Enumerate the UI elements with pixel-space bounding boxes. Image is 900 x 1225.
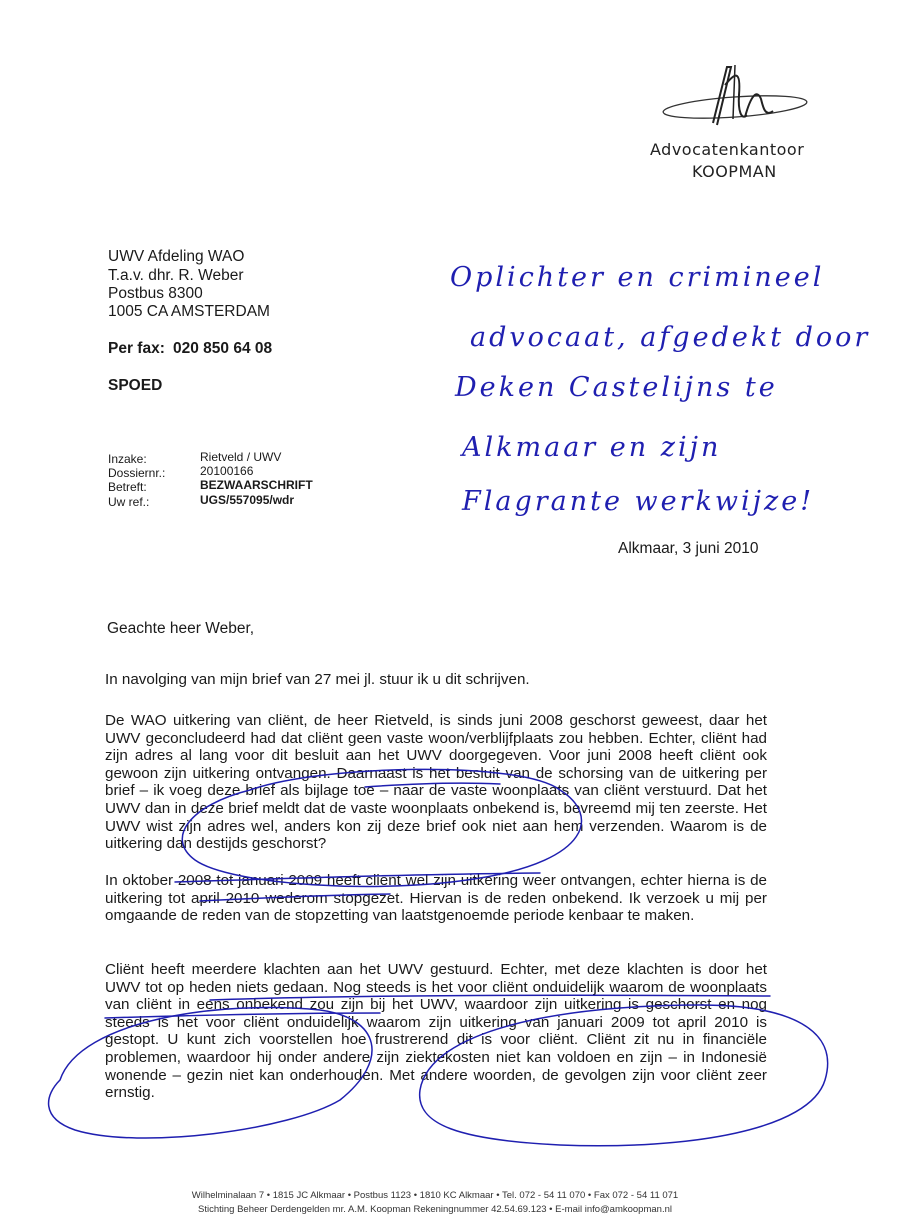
recipient-line-3: Postbus 8300 (108, 285, 203, 302)
firm-logo-icon (655, 55, 815, 150)
handwritten-note-line-4: Alkmaar en zijn (462, 432, 722, 463)
ref-label-dossier: Dossiernr.: (108, 466, 166, 480)
salutation: Geachte heer Weber, (107, 620, 255, 637)
recipient-line-2: T.a.v. dhr. R. Weber (108, 267, 244, 284)
ref-value-regarding: BEZWAARSCHRIFT (200, 478, 313, 492)
handwritten-note-line-5: Flagrante werkwijze! (462, 486, 815, 517)
paragraph-4: Cliënt heeft meerdere klachten aan het UWV gestuurd. Echter, met deze klachten is door het UWV tot op heden niets gedaan. Nog steeds is het voor cliënt onduidelijk waarom de woonplaats van cliënt in eens onbekend zou zijn bij het UWV, waardoor zijn uitkering is geschorst en nog steeds is het voor cliënt onduidelijk waarom zijn uitkering van januari 2009 tot april 2010 is gestopt. U kunt zich voorstellen hoe frustrerend dit is voor cliënt. Cliënt zit nu in financiële problemen, waardoor hij onder andere zijn ziektekosten niet kan voldoen en zijn – in Indonesië wonende – gezin niet kan onderhouden. Met andere woorden, de gevolgen zijn voor cliënt zeer ernstig. (105, 961, 767, 1102)
footer-bank-line: Stichting Beheer Derdengelden mr. A.M. Koopman Rekeningnummer 42.54.69.123 • E-mail info@amkoopman.nl (198, 1204, 672, 1215)
handwritten-note-line-2: advocaat, afgedekt door (470, 322, 871, 353)
letter-date: Alkmaar, 3 juni 2010 (618, 540, 759, 557)
footer-address-line: Wilhelminalaan 7 • 1815 JC Alkmaar • Postbus 1123 • 1810 KC Alkmaar • Tel. 072 - 54 11 070 • Fax 072 - 54 11 071 (191, 1190, 679, 1201)
recipient-line-1: UWV Afdeling WAO (108, 248, 245, 265)
paragraph-2: De WAO uitkering van cliënt, de heer Rietveld, is sinds juni 2008 geschorst geweest, daar het UWV geconcludeerd had dat cliënt geen vaste woon/verblijfplaats zou hebben. Echter, cliënt had zijn adres al lang voor dit besluit aan het UWV doorgegeven. Voor juni 2008 heeft cliënt ook gewoon zijn uitkering ontvangen. Daarnaast is het besluit van de schorsing van de uitkering per brief – ik voeg deze brief als bijlage toe – naar de vaste woonplaats van cliënt verstuurd. Dat het UWV dan in deze brief meldt dat de vaste woonplaats onbekend is, bevreemd mij ten zeerste. Het UWV wist zijn adres wel, anders kon zij deze brief ook niet aan hem verzenden. Waarom is de uitkering dan destijds geschorst? (105, 712, 767, 853)
firm-surname: KOOPMAN (692, 162, 777, 181)
ref-value-subject: Rietveld / UWV (200, 450, 282, 464)
fax-label: Per fax: (108, 340, 165, 357)
urgency-label: SPOED (108, 377, 163, 394)
ref-label-subject: Inzake: (108, 452, 147, 466)
handwritten-note-line-3: Deken Castelijns te (455, 372, 778, 403)
handwritten-note-line-1: Oplichter en crimineel (450, 262, 825, 293)
recipient-line-4: 1005 CA AMSTERDAM (108, 303, 270, 320)
ref-value-your-ref: UGS/557095/wdr (200, 493, 295, 507)
ref-label-your-ref: Uw ref.: (108, 495, 150, 509)
firm-name: Advocatenkantoor (650, 140, 805, 159)
paragraph-1: In navolging van mijn brief van 27 mei jl. stuur ik u dit schrijven. (105, 671, 530, 688)
ref-label-regarding: Betreft: (108, 480, 147, 494)
fax-number: 020 850 64 08 (173, 340, 273, 357)
paragraph-3: In oktober 2008 tot januari 2009 heeft cliënt wel zijn uitkering weer ontvangen, echter hierna is de uitkering tot april 2010 wederom stopgezet. Hiervan is de reden onbekend. Ik verzoek u mij per omgaande de reden van de stopzetting van laatstgenoemde periode kenbaar te maken. (105, 872, 767, 925)
ref-value-dossier: 20100166 (200, 464, 254, 478)
